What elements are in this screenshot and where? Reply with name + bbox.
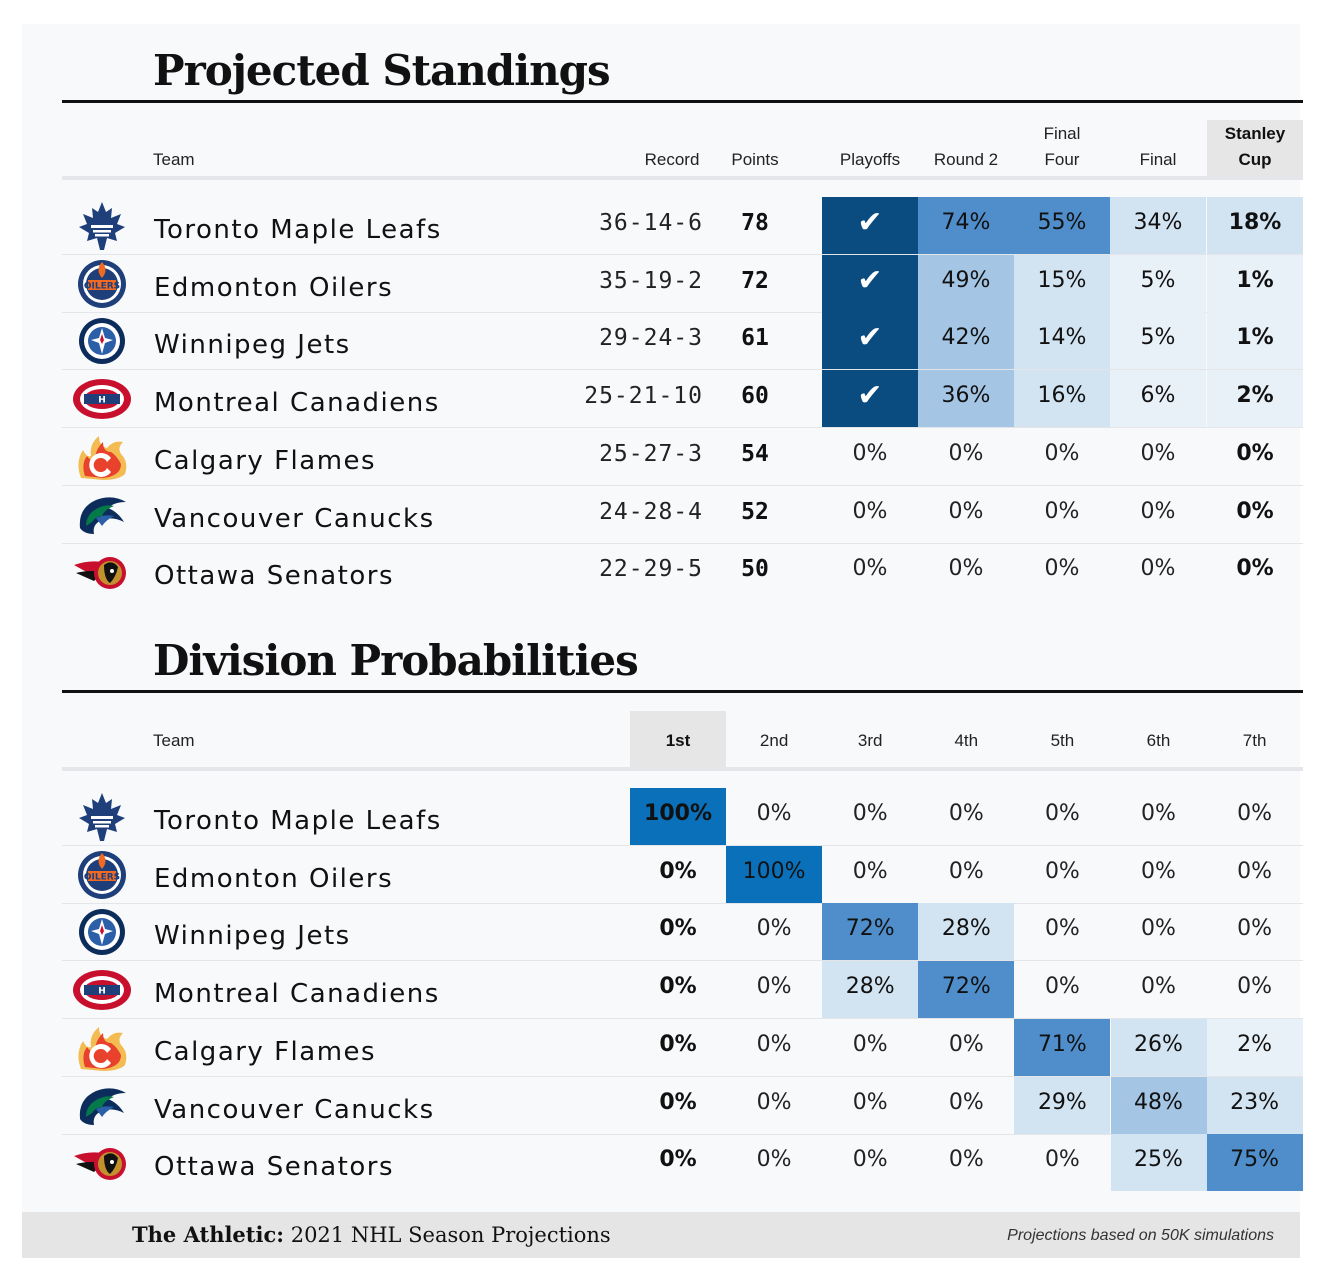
division-place-2nd-cell: 0%	[756, 1031, 792, 1057]
division-header-place-1st: 1st	[630, 711, 726, 769]
canadiens-logo-icon	[72, 375, 132, 423]
final-four-cell: 15%	[1014, 255, 1110, 312]
senators-logo-icon	[72, 1139, 132, 1187]
division-place-4th-cell: 0%	[948, 1031, 984, 1057]
division-row-vancouver-canucks	[62, 1077, 1303, 1135]
final-cell: 5%	[1110, 255, 1206, 312]
division-place-1st-cell: 0%	[659, 1147, 697, 1173]
final-four-cell: 55%	[1014, 197, 1110, 254]
team-name: Winnipeg Jets	[154, 330, 351, 361]
standings-row-vancouver-canucks	[62, 486, 1303, 544]
division-place-3rd-cell: 0%	[852, 801, 888, 826]
division-header	[62, 711, 1303, 769]
footer-brand	[132, 1222, 611, 1247]
division-place-5th-cell: 0%	[1044, 858, 1080, 884]
team-points: 72	[741, 267, 769, 294]
division-place-5th-cell: 0%	[1044, 916, 1080, 942]
division-place-6th-cell: 0%	[1141, 974, 1176, 1000]
final-four-cell: 0%	[1044, 440, 1080, 466]
team-name: Toronto Maple Leafs	[154, 215, 442, 245]
standings-title-rule	[62, 100, 1303, 103]
division-place-4th-cell: 0%	[948, 1089, 984, 1115]
division-place-4th-cell: 28%	[918, 903, 1014, 960]
division-row-winnipeg-jets	[62, 903, 1303, 961]
stanley-cup-cell: 0%	[1236, 556, 1274, 582]
division-place-2nd-cell: 0%	[756, 974, 792, 1000]
division-place-3rd-cell: 0%	[852, 1147, 888, 1173]
team-name: Winnipeg Jets	[154, 921, 351, 952]
final-four-cell: 0%	[1044, 556, 1080, 582]
team-name: Ottawa Senators	[154, 561, 394, 592]
svg-text:OILERS: OILERS	[83, 872, 121, 883]
stanley-cup-cell: 18%	[1207, 197, 1303, 254]
team-points: 52	[741, 498, 769, 525]
division-row-calgary-flames	[62, 1019, 1303, 1077]
division-place-2nd-cell: 0%	[756, 1089, 792, 1115]
header-playoffs: Playoffs	[839, 149, 901, 169]
footer-brand-name: The Athletic:	[132, 1222, 285, 1247]
division-header-place-4th: 4th	[954, 730, 979, 750]
division-header-place-3rd: 3rd	[857, 730, 883, 750]
standings-row-calgary-flames	[62, 428, 1303, 486]
division-place-4th-cell: 0%	[948, 801, 984, 826]
stanley-cup-cell: 1%	[1207, 255, 1303, 312]
division-place-5th-cell: 0%	[1044, 1147, 1080, 1173]
stanley-cup-cell: 1%	[1207, 312, 1303, 369]
team-record: 29-24-3	[599, 325, 703, 352]
header-final: Final	[1139, 149, 1177, 169]
header-round2: Round 2	[933, 149, 999, 169]
division-place-2nd-cell: 100%	[726, 846, 822, 903]
team-record: 36-14-6	[599, 210, 703, 236]
playoffs-cell: ✔	[822, 370, 918, 427]
footer-subtitle: 2021 NHL Season Projections	[290, 1223, 611, 1247]
flames-logo-icon	[72, 433, 132, 481]
team-points: 78	[741, 210, 769, 236]
division-place-3rd-cell: 72%	[822, 903, 918, 960]
team-name: Calgary Flames	[154, 445, 377, 476]
final-four-cell: 14%	[1014, 312, 1110, 369]
flames-logo-icon	[72, 1024, 132, 1072]
division-place-7th-cell: 2%	[1207, 1019, 1303, 1076]
division-place-1st-cell: 0%	[659, 916, 697, 942]
division-place-7th-cell: 0%	[1237, 916, 1273, 942]
team-name: Toronto Maple Leafs	[154, 806, 442, 836]
team-points: 61	[741, 325, 769, 352]
standings-header	[62, 120, 1303, 178]
canucks-logo-icon	[72, 491, 132, 539]
division-place-1st-cell: 0%	[659, 1089, 697, 1115]
team-name: Edmonton Oilers	[154, 863, 394, 894]
division-place-3rd-cell: 28%	[822, 961, 918, 1018]
team-name: Montreal Canadiens	[154, 979, 440, 1010]
division-place-7th-cell: 75%	[1207, 1134, 1303, 1191]
division-place-4th-cell: 0%	[948, 1147, 984, 1173]
standings-row-toronto-maple-leafs	[62, 197, 1303, 255]
header-record: Record	[644, 149, 700, 169]
team-name: Montreal Canadiens	[154, 388, 440, 419]
standings-title: Projected Standings	[153, 46, 610, 95]
header-points: Points	[731, 149, 779, 169]
division-place-6th-cell: 0%	[1141, 801, 1176, 826]
division-header-rule	[62, 767, 1303, 771]
division-place-4th-cell: 72%	[918, 961, 1014, 1018]
division-place-6th-cell: 0%	[1141, 858, 1176, 884]
header-stanley-cup: Stanley Cup	[1207, 120, 1303, 178]
jets-logo-icon	[72, 317, 132, 365]
standings-row-edmonton-oilers	[62, 255, 1303, 313]
svg-text:H: H	[98, 986, 106, 997]
division-row-toronto-maple-leafs	[62, 788, 1303, 846]
footer-note: Projections based on 50K simulations	[1007, 1227, 1274, 1244]
team-points: 50	[741, 556, 769, 583]
division-place-7th-cell: 0%	[1237, 974, 1273, 1000]
final-cell: 0%	[1140, 498, 1176, 524]
playoffs-cell: 0%	[852, 556, 888, 582]
division-row-montreal-canadiens	[62, 961, 1303, 1019]
final-cell: 0%	[1140, 556, 1176, 582]
division-place-6th-cell: 48%	[1111, 1077, 1207, 1134]
header-final-four: Final Four	[1043, 124, 1081, 169]
division-place-6th-cell: 0%	[1141, 916, 1176, 942]
division-place-5th-cell: 0%	[1044, 801, 1080, 826]
division-title-rule	[62, 690, 1303, 693]
jets-logo-icon	[72, 908, 132, 956]
final-four-cell: 16%	[1014, 370, 1110, 427]
final-cell: 5%	[1110, 312, 1206, 369]
division-place-2nd-cell: 0%	[756, 801, 792, 826]
division-header-place-6th: 6th	[1146, 730, 1171, 750]
division-header-team: Team	[153, 730, 195, 750]
division-place-2nd-cell: 0%	[756, 1147, 792, 1173]
division-header-place-5th: 5th	[1050, 730, 1075, 750]
division-place-4th-cell: 0%	[948, 858, 984, 884]
playoffs-cell: 0%	[852, 440, 888, 466]
stanley-cup-cell: 0%	[1236, 440, 1274, 466]
playoffs-cell: 0%	[852, 498, 888, 524]
round2-cell: 42%	[918, 312, 1014, 369]
team-name: Vancouver Canucks	[154, 1094, 435, 1125]
round2-cell: 49%	[918, 255, 1014, 312]
division-place-2nd-cell: 0%	[756, 916, 792, 942]
senators-logo-icon	[72, 548, 132, 596]
division-place-7th-cell: 23%	[1207, 1077, 1303, 1134]
svg-text:H: H	[98, 395, 106, 406]
division-row-edmonton-oilers	[62, 846, 1303, 904]
standings-row-montreal-canadiens	[62, 370, 1303, 428]
division-place-1st-cell: 100%	[630, 788, 726, 845]
svg-text:OILERS: OILERS	[83, 281, 121, 292]
canucks-logo-icon	[72, 1082, 132, 1130]
team-name: Edmonton Oilers	[154, 272, 394, 303]
division-place-3rd-cell: 0%	[852, 858, 888, 884]
oilers-logo-icon	[72, 851, 132, 899]
division-place-1st-cell: 0%	[659, 858, 697, 884]
canadiens-logo-icon	[72, 966, 132, 1014]
playoffs-cell: ✔	[822, 197, 918, 254]
division-place-3rd-cell: 0%	[852, 1089, 888, 1115]
standings-row-winnipeg-jets	[62, 312, 1303, 370]
playoffs-cell: ✔	[822, 312, 918, 369]
division-title: Division Probabilities	[153, 636, 638, 685]
standings-header-rule	[62, 176, 1303, 180]
division-header-place-7th: 7th	[1242, 730, 1267, 750]
maple-leafs-logo-icon	[72, 793, 132, 841]
projections-card	[22, 24, 1300, 1258]
standings-row-ottawa-senators	[62, 543, 1303, 601]
team-record: 24-28-4	[599, 498, 703, 525]
oilers-logo-icon	[72, 260, 132, 308]
division-place-6th-cell: 26%	[1111, 1019, 1207, 1076]
stanley-cup-cell: 0%	[1236, 498, 1274, 524]
final-cell: 0%	[1140, 440, 1176, 466]
team-name: Ottawa Senators	[154, 1152, 394, 1183]
final-cell: 6%	[1110, 370, 1206, 427]
final-cell: 34%	[1110, 197, 1206, 254]
round2-cell: 0%	[948, 498, 984, 524]
round2-cell: 74%	[918, 197, 1014, 254]
team-record: 22-29-5	[599, 556, 703, 583]
team-name: Vancouver Canucks	[154, 503, 435, 534]
team-points: 54	[741, 440, 769, 467]
maple-leafs-logo-icon	[72, 202, 132, 250]
division-place-3rd-cell: 0%	[852, 1031, 888, 1057]
division-place-5th-cell: 71%	[1014, 1019, 1110, 1076]
round2-cell: 0%	[948, 556, 984, 582]
team-record: 25-27-3	[599, 440, 703, 467]
division-place-1st-cell: 0%	[659, 974, 697, 1000]
round2-cell: 0%	[948, 440, 984, 466]
division-row-ottawa-senators	[62, 1134, 1303, 1192]
header-team: Team	[153, 149, 195, 169]
division-place-6th-cell: 25%	[1111, 1134, 1207, 1191]
team-record: 25-21-10	[584, 383, 703, 410]
division-place-5th-cell: 0%	[1044, 974, 1080, 1000]
division-place-7th-cell: 0%	[1237, 858, 1273, 884]
footer	[22, 1212, 1300, 1258]
round2-cell: 36%	[918, 370, 1014, 427]
division-place-5th-cell: 29%	[1014, 1077, 1110, 1134]
team-points: 60	[741, 383, 769, 410]
team-record: 35-19-2	[599, 267, 703, 294]
team-name: Calgary Flames	[154, 1036, 377, 1067]
final-four-cell: 0%	[1044, 498, 1080, 524]
playoffs-cell: ✔	[822, 255, 918, 312]
division-place-7th-cell: 0%	[1237, 801, 1273, 826]
division-place-1st-cell: 0%	[659, 1031, 697, 1057]
stanley-cup-cell: 2%	[1207, 370, 1303, 427]
division-header-place-2nd: 2nd	[759, 730, 789, 750]
